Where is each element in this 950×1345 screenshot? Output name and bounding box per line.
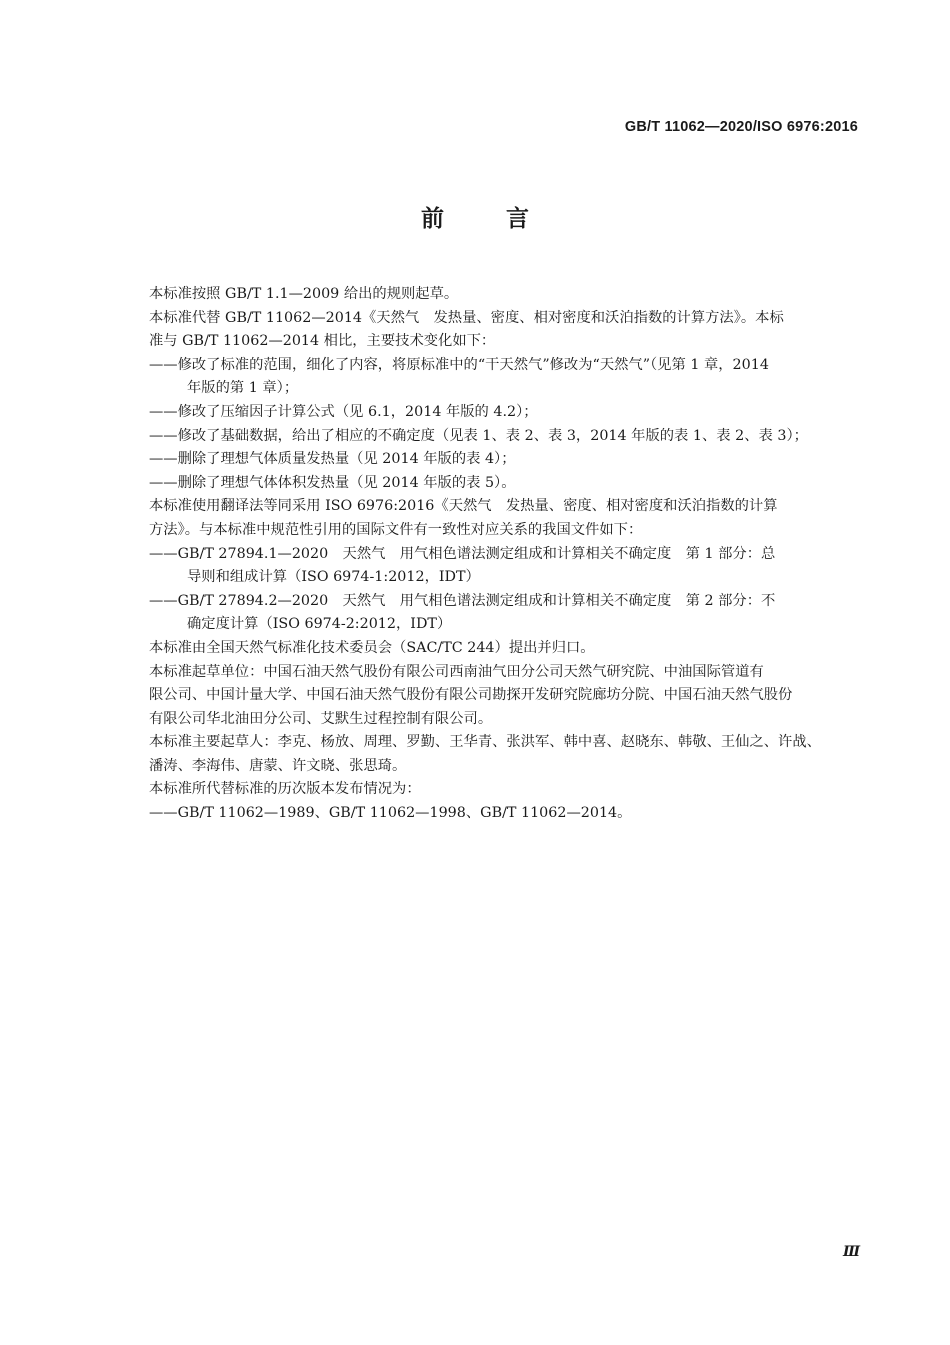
change-item-1-line-2: 年版的第 1 章）； [187,380,299,397]
document-body [149,283,857,826]
change-item-1-line-1: ——修改了标准的范围，细化了内容，将原标准中的“干天然气”修改为“天然气”（见第 1 章，2014 [149,356,769,373]
standard-code: GB/T 11062—2020/ISO 6976:2016 [624,119,858,135]
paragraph-adoption-line-2: 方法》。与本标准中规范性引用的国际文件有一致性对应关系的我国文件如下： [149,521,643,538]
paragraph-replaces-line-1: 本标准代替 GB/T 11062—2014《天然气 发热量、密度、相对密度和沃泊指数的计算方法》。本标 [149,309,784,326]
change-item-4: ——删除了理想气体质量发热量（见 2014 年版的表 4）； [149,451,516,468]
paragraph-drafting-units-line-2: 限公司、中国计量大学、中国石油天然气股份有限公司勘探开发研究院廊坊分院、中国石油天然气股份 [149,687,793,704]
ref-item-2-line-1: ——GB/T 27894.2—2020 天然气 用气相色谱法测定组成和计算相关不确定度 第 2 部分：不 [149,592,776,609]
paragraph-drafting-units-line-3: 有限公司华北油田分公司、艾默生过程控制有限公司。 [149,710,493,727]
paragraph-history-intro: 本标准所代替标准的历次版本发布情况为： [149,781,421,798]
paragraph-replaces-line-2: 准与 GB/T 11062—2014 相比，主要技术变化如下： [149,333,496,350]
page-title: 前言 [421,206,591,232]
paragraph-proposed-by: 本标准由全国天然气标准化技术委员会（SAC/TC 244）提出并归口。 [149,639,595,656]
paragraph-drafters-line-1: 本标准主要起草人：李克、杨放、周理、罗勤、王华青、张洪军、韩中喜、赵晓东、韩敬、王仙之、许战、 [149,734,821,751]
paragraph-drafting-units-line-1: 本标准起草单位：中国石油天然气股份有限公司西南油气田分公司天然气研究院、中油国际管道有 [149,663,764,680]
page-number: Ⅲ [842,1244,860,1260]
paragraph-drafting-rules: 本标准按照 GB/T 1.1—2009 给出的规则起草。 [149,286,459,302]
change-item-3: ——修改了基础数据，给出了相应的不确定度（见表 1、表 2、表 3，2014 年版的表 1、表 2、表 3）； [149,427,808,444]
ref-item-2-line-2: 确定度计算（ISO 6974-2:2012，IDT） [187,616,452,633]
paragraph-drafters-line-2: 潘涛、李海伟、唐蒙、许文晓、张思琦。 [149,757,407,774]
change-item-2: ——修改了压缩因子计算公式（见 6.1，2014 年版的 4.2）； [149,403,538,420]
ref-item-1-line-1: ——GB/T 27894.1—2020 天然气 用气相色谱法测定组成和计算相关不确定度 第 1 部分：总 [149,545,776,562]
paragraph-adoption-line-1: 本标准使用翻译法等同采用 ISO 6976:2016《天然气 发热量、密度、相对密度和沃泊指数的计算 [149,498,778,515]
history-list: ——GB/T 11062—1989、GB/T 11062—1998、GB/T 11062—2014。 [149,805,632,822]
change-item-5: ——删除了理想气体体积发热量（见 2014 年版的表 5）。 [149,474,516,491]
ref-item-1-line-2: 导则和组成计算（ISO 6974-1:2012，IDT） [187,569,480,586]
